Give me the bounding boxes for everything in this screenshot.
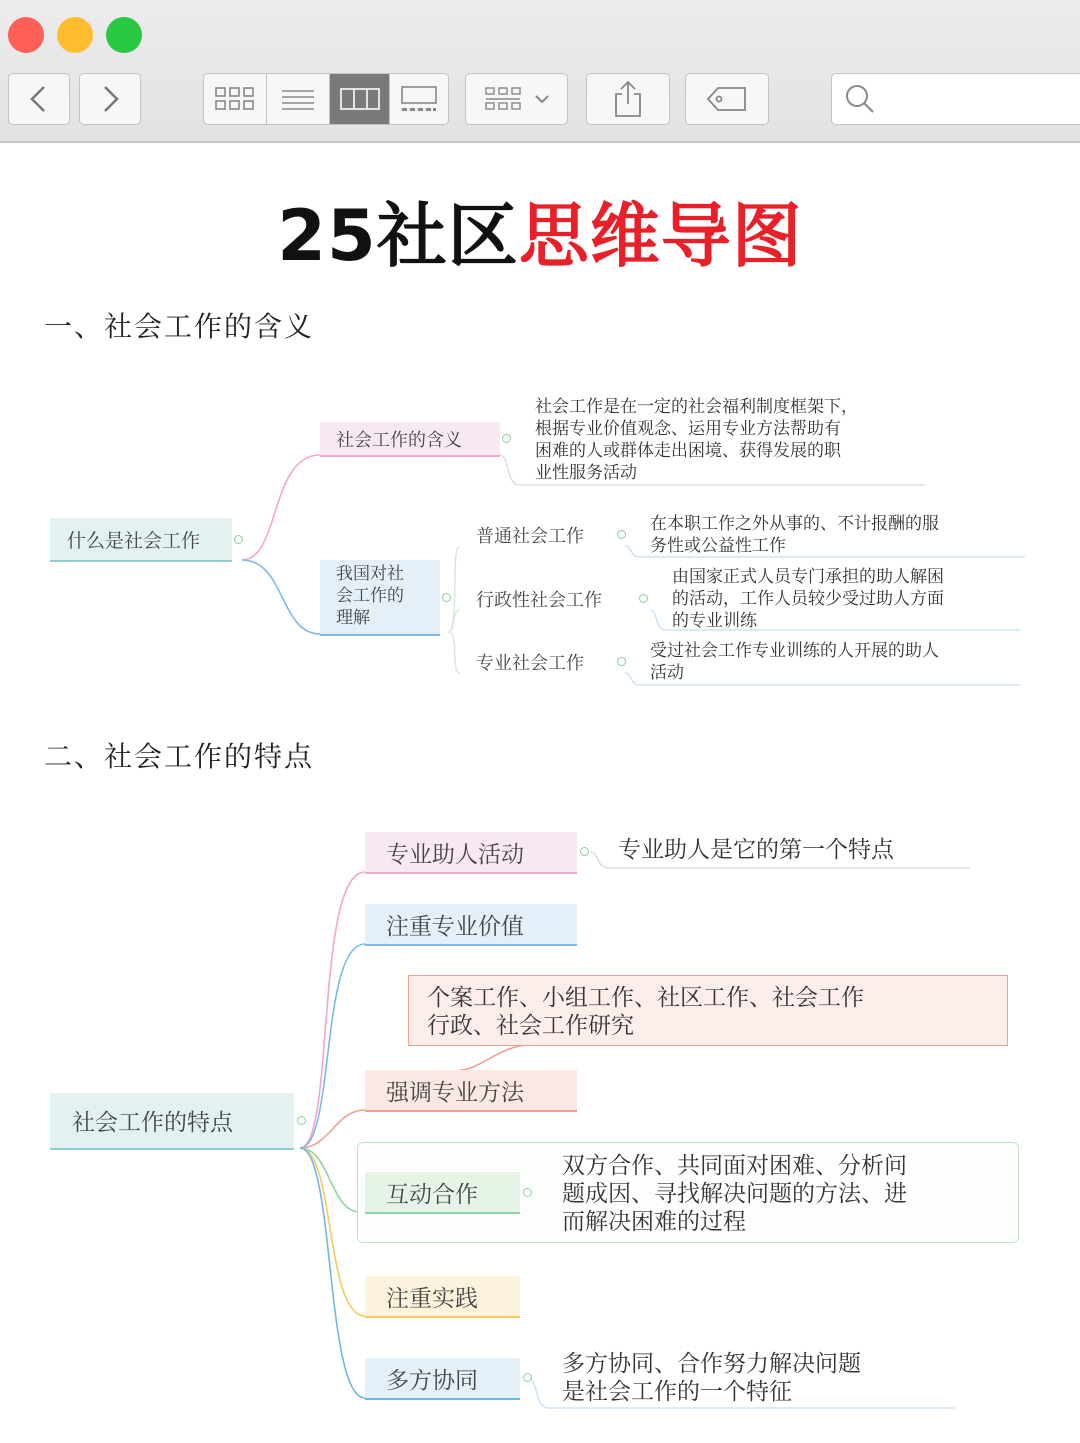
collapse-toggle[interactable] bbox=[580, 847, 589, 856]
feature-professional-values[interactable] bbox=[365, 904, 577, 944]
feature-interactive-cooperation[interactable] bbox=[365, 1172, 520, 1212]
feature-underline bbox=[365, 1398, 520, 1400]
child-label: 行政性社会工作 bbox=[476, 590, 602, 611]
feature-label: 注重实践 bbox=[386, 1285, 478, 1312]
collapse-toggle[interactable] bbox=[617, 530, 626, 539]
desc-line: 多方协同、合作努力解决问题 bbox=[562, 1351, 861, 1377]
desc-line: 受过社会工作专业训练的人开展的助人 bbox=[650, 641, 939, 661]
desc-line: 而解决困难的过程 bbox=[562, 1209, 746, 1235]
section-heading-1: 一、社会工作的含义 bbox=[44, 310, 315, 343]
child-general-social-work[interactable] bbox=[476, 522, 584, 548]
desc-line: 在本职工作之外从事的、不计报酬的服 bbox=[650, 514, 939, 534]
administrative-description bbox=[672, 566, 944, 632]
feature-underline bbox=[365, 1212, 520, 1214]
root-underline bbox=[50, 1148, 294, 1150]
desc-line: 题成因、寻找解决问题的方法、进 bbox=[562, 1181, 907, 1207]
feature-underline bbox=[365, 1110, 577, 1112]
desc-line: 业性服务活动 bbox=[535, 463, 637, 483]
desc-line: 个案工作、小组工作、社区工作、社会工作 bbox=[427, 985, 864, 1011]
desc-line: 的活动，工作人员较少受过助人方面 bbox=[672, 589, 944, 609]
feature-label: 多方协同 bbox=[386, 1367, 478, 1394]
root-label: 什么是社会工作 bbox=[67, 529, 201, 552]
title-part-black: 25社区 bbox=[277, 195, 519, 277]
collapse-toggle[interactable] bbox=[523, 1373, 532, 1382]
root-node-features[interactable] bbox=[50, 1093, 294, 1148]
desc-line: 根据专业价值观念、运用专业方法帮助有 bbox=[535, 419, 841, 439]
child-label: 普通社会工作 bbox=[476, 526, 584, 547]
title-part-red: 思维导图 bbox=[518, 195, 803, 277]
desc-line: 行政、社会工作研究 bbox=[427, 1013, 634, 1039]
section-heading-2: 二、社会工作的特点 bbox=[44, 740, 315, 773]
feature-description bbox=[618, 836, 894, 865]
general-description bbox=[650, 513, 939, 557]
collapse-toggle[interactable] bbox=[297, 1116, 306, 1125]
feature-professional-methods[interactable] bbox=[365, 1070, 577, 1110]
branch-meaning-label: 社会工作的含义 bbox=[336, 429, 462, 451]
feature-description bbox=[562, 1350, 861, 1406]
root-underline bbox=[50, 560, 232, 562]
feature-emphasize-practice[interactable] bbox=[365, 1276, 520, 1316]
feature-label: 专业助人活动 bbox=[386, 841, 524, 868]
feature-underline bbox=[365, 944, 577, 946]
branch-label-line: 理解 bbox=[336, 608, 370, 628]
collapse-toggle[interactable] bbox=[502, 434, 511, 443]
collapse-toggle[interactable] bbox=[617, 657, 626, 666]
professional-description bbox=[650, 640, 939, 684]
child-professional-social-work[interactable] bbox=[476, 649, 584, 675]
feature-multi-party-collaboration[interactable] bbox=[365, 1358, 520, 1398]
desc-line: 双方合作、共同面对困难、分析问 bbox=[562, 1153, 907, 1179]
desc-line: 困难的人或群体走出困境、获得发展的职 bbox=[535, 441, 841, 461]
feature-label: 互动合作 bbox=[386, 1181, 478, 1208]
branch-understanding[interactable] bbox=[320, 560, 440, 634]
collapse-toggle[interactable] bbox=[234, 535, 243, 544]
child-administrative-social-work[interactable] bbox=[476, 586, 602, 612]
collapse-toggle[interactable] bbox=[523, 1188, 532, 1197]
desc-line: 专业助人是它的第一个特点 bbox=[618, 837, 894, 863]
feature-professional-helping[interactable] bbox=[365, 832, 577, 872]
branch-underline bbox=[320, 455, 500, 457]
desc-line: 社会工作是在一定的社会福利制度框架下， bbox=[535, 397, 858, 417]
feature-label: 注重专业价值 bbox=[386, 913, 524, 940]
feature-underline bbox=[365, 1316, 520, 1318]
desc-line: 是社会工作的一个特征 bbox=[562, 1379, 792, 1405]
desc-line: 由国家正式人员专门承担的助人解困 bbox=[672, 567, 944, 587]
desc-line: 务性或公益性工作 bbox=[650, 536, 786, 556]
feature-underline bbox=[365, 872, 577, 874]
branch-underline bbox=[320, 634, 440, 636]
feature-label: 强调专业方法 bbox=[386, 1079, 524, 1106]
meaning-description bbox=[535, 396, 858, 484]
branch-label-line: 我国对社 bbox=[336, 564, 404, 584]
desc-line: 活动 bbox=[650, 663, 684, 683]
collapse-toggle[interactable] bbox=[639, 594, 648, 603]
branch-label-line: 会工作的 bbox=[336, 586, 404, 606]
desc-line: 的专业训练 bbox=[672, 611, 757, 631]
branch-meaning[interactable] bbox=[320, 422, 500, 455]
child-label: 专业社会工作 bbox=[476, 653, 584, 674]
methods-description-box bbox=[408, 975, 1008, 1046]
feature-description bbox=[562, 1152, 907, 1236]
root-node-what-is-social-work[interactable] bbox=[50, 518, 232, 560]
collapse-toggle[interactable] bbox=[442, 593, 451, 602]
root-label: 社会工作的特点 bbox=[72, 1110, 233, 1136]
